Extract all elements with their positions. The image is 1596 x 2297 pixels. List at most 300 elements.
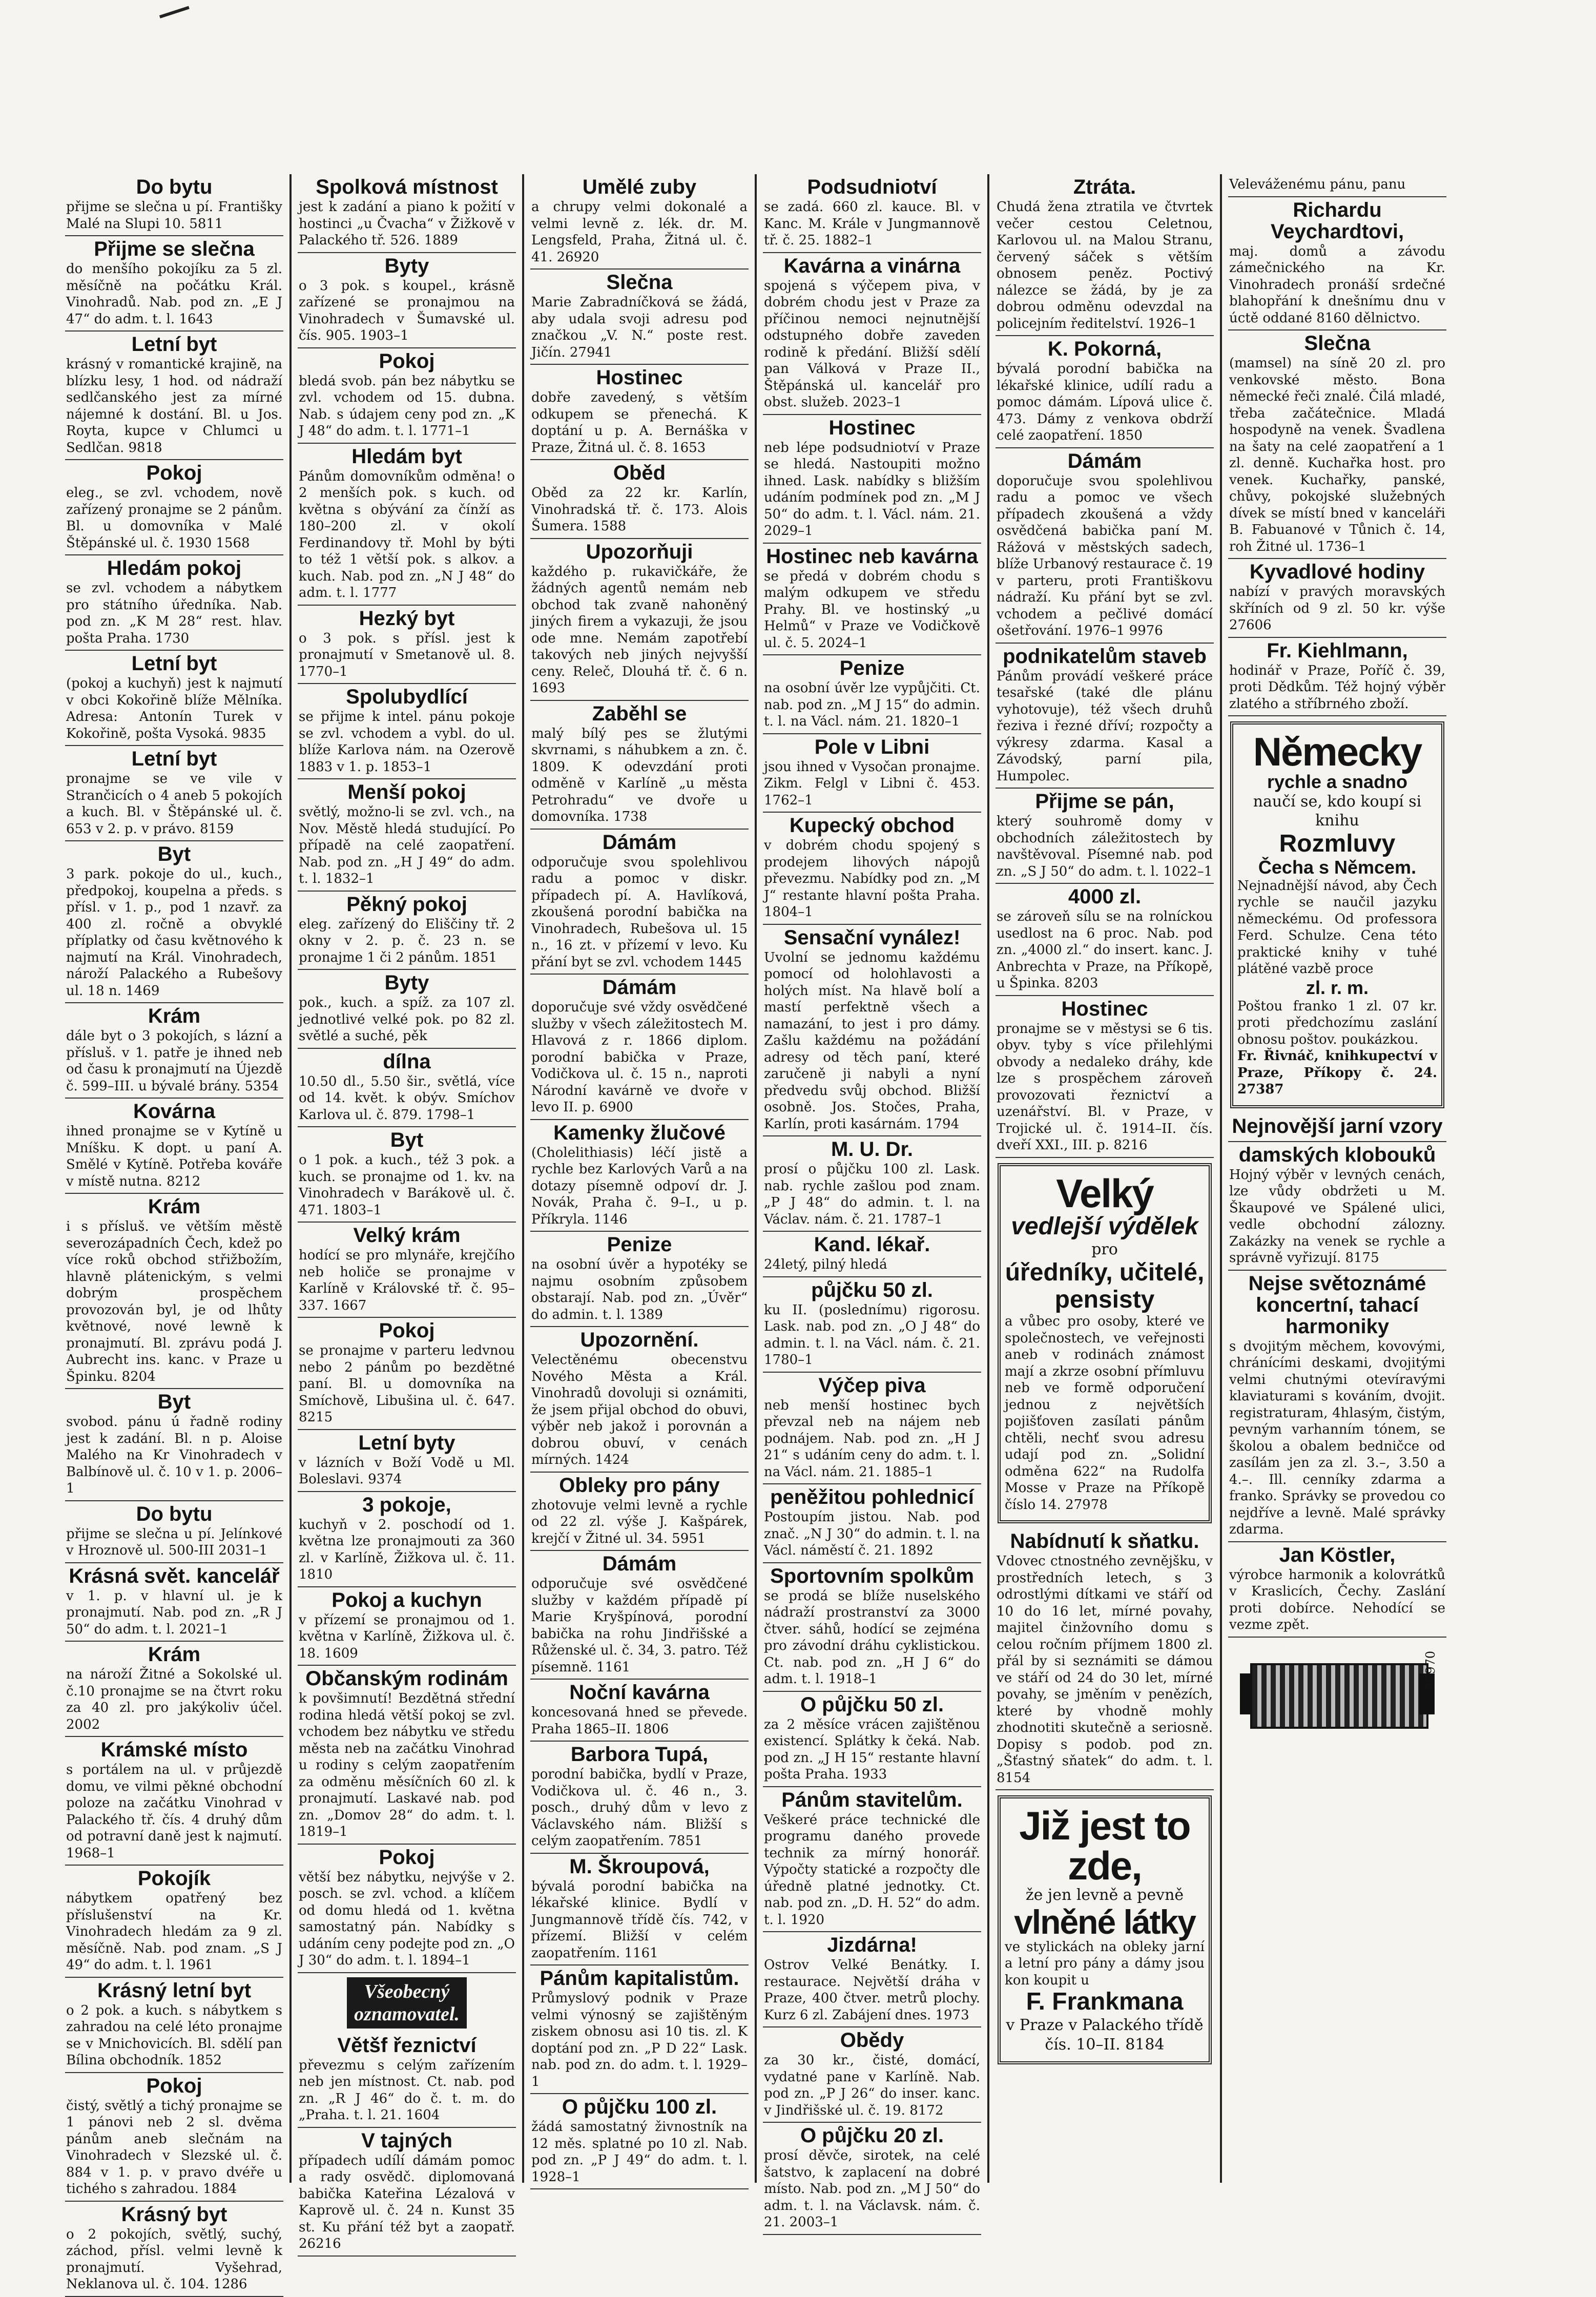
column-3: [522, 174, 755, 2183]
ad-heading: Pokoj: [146, 462, 202, 484]
classified-ad: [763, 1932, 981, 2027]
ad-heading: Kovárna: [133, 1100, 216, 1123]
classified-ad: [763, 174, 981, 253]
classified-ad: [530, 539, 749, 701]
ad-heading: Do bytu: [136, 1502, 213, 1525]
ad-heading: Pokoj: [379, 349, 435, 373]
column-5-ads-tail: [996, 1528, 1214, 1790]
classified-ad: [530, 1551, 749, 1680]
classified-ad: [298, 1845, 516, 1973]
box-headline: Německy: [1253, 729, 1422, 774]
classified-ad: [996, 174, 1214, 336]
ad-body: koncesovaná hned se převede. Praha 1865–II. 1806: [531, 1705, 748, 1737]
ad-body: v 1. p. v hlavní ul. je k pronajmutí. Nab. pod zn. „R J 50“ do adm. t. l. 2021–1: [66, 1588, 282, 1637]
ad-body: Chudá žena ztratila ve čtvrtek večer cestou Celetnou, Karlovou ul. na Malou Stranu, červený sáček s větším obnosem peněz. Poctivý nálezce se žádá, by je za dobrou odměnu odevzdal na policejním ředitelství. 1926–1: [997, 199, 1213, 332]
classified-ad: [996, 789, 1214, 884]
classified-ad: [530, 460, 749, 539]
ad-body: nábytkem opatřený bez příslušenství na Kr. Vinohradech hledám za 9 zl. měsíčně. Nab. pod znam. „S J 49“ do adm. t. l. 1961: [66, 1891, 282, 1973]
ad-body: svobod. pánu ú řadně rodiny jest k zadání. Bl. n p. Aloise Malého na Kr Vinohradech v Balbínově ul. č. 10 v 1. p. 2006–1: [66, 1414, 282, 1496]
box-headline: Velký: [1056, 1170, 1153, 1216]
ad-heading: M. U. Dr.: [831, 1138, 914, 1161]
column-4: [755, 174, 987, 2230]
ad-heading: Dámám: [602, 831, 677, 854]
ad-body: 3 park. pokoje do ul., kuch., předpokoj, koupelna a předs. s přísl. v 1. p., pod 1 nzavř. za 400 zl. ročně a obvyklé příplatky od času květnového k najmutí na Král. Vinohradech, nároží Palackého a Rubešovy ul. 18 n. 1469: [66, 866, 282, 999]
classified-ad: [763, 2027, 981, 2123]
ad-heading: Obleky pro pány: [559, 1474, 720, 1497]
banner: Všeobecný oznamovatel.: [347, 1977, 467, 2029]
ad-body: přijme se slečna u pí. Františky Malé na Slupi 10. 5811: [66, 199, 282, 232]
ad-body: na osobní úvěr a hypotéky se najmu osobním způsobem obstarají. Nab. pod zn. „Úvěr“ do admin. t. l. 1389: [531, 1257, 748, 1322]
box-price: zl. r. m.: [1305, 977, 1369, 998]
ad-heading: Sportovním spolkům: [770, 1564, 974, 1587]
ad-body: pok., kuch. a spíž. za 107 zl. jednotlivé velké pok. po 82 zl. světlé a suché, pěk: [299, 995, 515, 1044]
classified-ad: [530, 1965, 749, 2094]
classified-ad: [530, 1680, 749, 1742]
classified-ad: [1228, 330, 1446, 559]
classified-ad: [298, 1049, 516, 1128]
ad-body: převezmu s celým zařízením neb jen místnost. Ct. nab. pod zn. „R J 46“ do č. t. m. do „Praha. t. l. 21. 1604: [299, 2057, 515, 2123]
ad-heading: Podsudniotví: [807, 176, 937, 198]
ad-body: o 3 pok. s přísl. jest k pronajmutí v Smetanově ul. 8. 1770–1: [299, 630, 515, 679]
ad-body: se zadá. 660 zl. kauce. Bl. v Kanc. M. Krále v Jungmannově tř. č. 25. 1882–1: [764, 199, 980, 248]
classified-ad: [763, 1563, 981, 1692]
ad-body: jsou ihned v Vysočan pronajme. Zikm. Felgl v Libni č. 453. 1762–1: [764, 759, 980, 808]
ad-body: Postoupím jistou. Nab. pod znač. „N J 30“ do admin. t. l. na Václ. náměstí č. 21. 1892: [764, 1509, 980, 1558]
classified-ad: [996, 448, 1214, 644]
ad-heading: Letní byt: [131, 652, 217, 675]
ad-body: o 2 pok. a kuch. s nábytkem s zahradou na celé léto pronajme se v Mnichovicích. Bl. sdělí pan Bílina obchodník. 1852: [66, 2002, 282, 2068]
classified-ad: [530, 174, 749, 270]
ad-heading: Hledám byt: [351, 445, 462, 468]
ad-body: Průmyslový podnik v Praze velmi výnosný se zajištěným ziskem obnosu asi 10 tis. zl. K doptání pod zn. „P D 22“ Lask. nab. pod zn. do adm. t. l. 1929–1: [531, 1991, 748, 2089]
box-bold: úředníky, učitelé, pensisty: [1005, 1258, 1205, 1313]
classified-ad: [65, 555, 283, 651]
ad-body: bývalá porodní babička na lékařské klinice, udílí radu a pomoc dámám. Lípová ulice č. 473. Dámy z venkova obdrží celé zaopatření. 1850: [997, 361, 1213, 443]
classified-ad: [1228, 1542, 1446, 1638]
ad-body: Marie Zabradníčková se žádá, aby udala svoji adresu pod značkou „V. N.“ poste rest. Jičín. 27941: [531, 295, 748, 360]
classified-ad: [1228, 638, 1446, 717]
ad-body: Veleváženému pánu, panu: [1229, 177, 1406, 192]
ad-body: přijme se slečna u pí. Jelínkové v Hroznově ul. 500-III 2031–1: [66, 1526, 282, 1558]
ad-body: maj. domů a závodu zámečnického na Kr. Vinohradech pronáší srdečné blahopřání k dnešnímu dnu v úctě oddané 8160 dělnictvo.: [1229, 243, 1445, 326]
column-2-ads: [298, 174, 516, 1973]
ad-heading: Sensační vynález!: [783, 926, 961, 949]
box-text: Nejnadnější návod, aby Čech rychle se naučil jazyku německému. Od professora Ferd. Schulze. Cena této praktické knihy v tuhé plátěné vazbě proce: [1237, 878, 1437, 977]
ad-heading: O půjčku 20 zl.: [800, 2124, 944, 2147]
classified-ad: [763, 655, 981, 734]
classified-ad: [530, 701, 749, 830]
ad-heading: Občanským rodinám: [305, 1667, 508, 1690]
ad-heading: Hostinec: [596, 366, 683, 389]
ad-body: spojená s výčepem piva, v dobrém chodu jest v Praze za příčinou nemoci nejnutnější odstupného dobře zaveden rodině k předání. Bližší sdělí pan Válková v Praze II., Štěpánská ul. kancelář pro obst. služeb. 2023–1: [764, 278, 980, 410]
ad-body: se pronajme v parteru ledvnou nebo 2 pánům po bezdětné paní. Bl. u domovníka na Smíchově, Libušina ul. č. 647. 8215: [299, 1343, 515, 1425]
classified-ad: [298, 1318, 516, 1430]
box2-name: F. Frankmana: [1026, 1988, 1184, 2016]
column-6: [1220, 174, 1453, 2183]
ad-body: hodící se pro mlynáře, krejčího neb holiče se pronajme v Karlíně v Královské tř. č. 95–337. 1667: [299, 1248, 515, 1313]
ad-heading: Byty: [384, 254, 429, 277]
ad-body: případech udílí dámám pomoc a rady osvědč. diplomovaná babička Kateřina Lézalová v Kaprově ul. č. 24 n. Kunst 35 st. Ku přání též byt a zaopatř. 26216: [299, 2153, 515, 2251]
ad-heading: Kand. lékař.: [814, 1233, 930, 1256]
advert-box-vedlejsi-vydelek: [998, 1163, 1212, 1524]
ad-heading: Letní byty: [358, 1431, 455, 1454]
classified-ad: [763, 1373, 981, 1485]
ad-heading: Pánům kapitalistům.: [540, 1967, 739, 1990]
classified-ad: [298, 1492, 516, 1587]
ad-body: dále byt o 3 pokojích, s lázní a přísluš. v 1. patře je ihned neb od času k pronajmutí na Újezdě č. 599–III. u bývalé brány. 5354: [66, 1028, 282, 1094]
ad-body: k povšimnutí! Bezdětná střední rodina hledá větší pokoj se zvl. vchodem bez nábytku ve středu města neb na začátku Vinohrad u rodiny s celým zaopatřením za odměnu měsíčních 60 zl. k pronajmutí. Laskavé nab. pod zn. „Domov 28“ do adm. t. l. 1819–1: [299, 1691, 515, 1839]
classified-ad: [763, 253, 981, 415]
classified-ad: [298, 174, 516, 253]
ad-heading: podnikatelům staveb: [1003, 645, 1207, 668]
classified-ad: [763, 2123, 981, 2235]
classified-ad: [530, 830, 749, 975]
classified-ad: [530, 1854, 749, 1966]
ad-heading: Pánům stavitelům.: [781, 1788, 963, 1811]
classified-ad: [298, 1666, 516, 1845]
classified-ad: [530, 365, 749, 460]
classified-ad: [996, 884, 1214, 996]
ad-heading: Byt: [157, 1391, 191, 1413]
column-2: [289, 174, 522, 2251]
ad-body: zhotovuje velmi levně a rychle od 22 zl. výše J. Kašpárek, krejčí v Žitné ul. 34. 5951: [531, 1497, 748, 1546]
ad-body: na osobní úvěr lze vypůjčiti. Ct. nab. pod zn. „M J 15“ do admin. t. l. na Václ. nám. 21. 1820–1: [764, 680, 980, 729]
box2-text: ve stylickách na obleky jarní a letní pro pány a dámy jsou kon koupit u: [1005, 1939, 1205, 1988]
ad-body: se přijme k intel. pánu pokoje se zvl. vchodem a vybl. do ul. blíže Karlova nám. na Ozerově 1883 v 1. p. 1853–1: [299, 709, 515, 775]
ad-body: Hojný výběr v levných cenách, lze vůdy obdržeti u M. Škaupové ve Spálené ulici, vedle obchodní zálozny. Zakázky na venek se rychle a správně vyřizují. 8175: [1229, 1167, 1445, 1266]
ad-body: malý bílý pes se žlutými skvrnami, s náhubkem a zn. č. 1809. K odevzdání proti odměně v Karlíně „u města Petrohradu“ ve dvoře u domovníka. 1738: [531, 726, 748, 824]
classified-ad: [763, 1277, 981, 1373]
box-text: a vůbec pro osoby, které ve společnostech, ve veřejnosti aneb v rodinách známost mají a zkrze osobní přímluvu neb ve formě odporučení jednou z největších pojišťoven zasílati pánům chtěli, nechť svou adresu udají pod zn. „Solidní odměna 622“ na Rudolfa Mosse v Praze na Příkopě číslo 14. 27978: [1005, 1314, 1205, 1513]
ad-heading: peněžitou pohlednicí: [770, 1486, 974, 1508]
ad-body: v přízemí se pronajmou od 1. května v Karlíně, Žižkova ul. č. 18. 1609: [299, 1612, 515, 1661]
classified-ad: [298, 779, 516, 892]
ad-body: o 2 pokojích, světlý, suchý, záchod, přísl. velmi levně k pronajmutí. Vyšehrad, Neklanova ul. č. 104. 1286: [66, 2226, 282, 2292]
box2-headline: Již jest to zde,: [1019, 1803, 1190, 1889]
ad-body: eleg., se zvl. vchodem, nově zařízený pronajme se 2 pánům. Bl. u domovníka v Malé Štěpánské ul. č. 1930 1568: [66, 485, 282, 551]
ad-body: krásný v romantické krajině, na blízku lesy, 1 hod. od nádraží sedlčanského jest za mírné nájemné k dostání. Bl. u Jos. Royta, kupce v Chlumci u Sedlčan. 9818: [66, 357, 282, 456]
ad-body: každého p. rukavičkáře, že žádných agentů nemám neb obchod tak zvaně nahoněný jiných firem a vykazuji, že jsou ode mne. Nemám zapotřebí takových neb jiných nejvyšší ceny. Releč, Dlouhá tř. č. 6 n. 1693: [531, 564, 748, 696]
classified-ad: [763, 1136, 981, 1232]
ad-heading: Krámské místo: [100, 1739, 248, 1761]
classified-ad: [65, 1389, 283, 1501]
ad-heading: Fr. Kiehlmann,: [1267, 639, 1408, 662]
column-5: [987, 174, 1220, 2183]
ad-body: prosí o půjčku 100 zl. Lask. nab. rychle zašlou pod znam. „P J 48“ do admin. t. l. na Václav. nám. č. 21. 1787–1: [764, 1162, 980, 1227]
ad-heading: Krásný byt: [121, 2203, 227, 2226]
ad-body: se prodá se blíže nuselského nádraží prostranství za 3000 čtver. sáhů, hodící se zejména pro závodní dráhu cyklistickou. Ct. nab. pod zn. „H J 6“ do adm. t. l. 1918–1: [764, 1588, 980, 1687]
ad-body: do menšího pokojíku za 5 zl. měsíčně na počátku Král. Vinohradů. Nab. pod zn. „E J 47“ do adm. t. l. 1643: [66, 261, 282, 327]
ad-body: čistý, světlý a tichý pronajme se 1 pánovi neb 2 sl. dvěma pánům aneb slečnám na Vinohradech v Slezské ul. č. 884 v 1. p. v pravo dvéře u tichého s zahradou. 1884: [66, 2098, 282, 2197]
ad-heading: Richardu Veychardtovi,: [1270, 198, 1404, 243]
ad-body: eleg. zařízený do Eliščiny tř. 2 okny v 2. p. č. 23 n. se pronajme 1 či 2 pánům. 1851: [299, 916, 515, 965]
ad-heading: Hostinec neb kavárna: [766, 545, 978, 568]
classified-ad: [530, 2094, 749, 2189]
ad-body: Veškeré práce technické dle programu daného provede technik za mírný honorář. Výpočty statické a rozpočty dle úředně platné jednotky. Ct. nab. pod zn. „D. H. 52“ do adm. t. l. 1920: [764, 1812, 980, 1928]
ad-body: hodinář v Praze, Poříč č. 39, proti Dědkům. Též hojný výběr zlatého a stříbrného zboží.: [1229, 663, 1445, 712]
box-line: naučí se, kdo koupí si knihu: [1253, 792, 1422, 830]
box-mid: Rozmluvy: [1279, 830, 1396, 857]
classified-ad: [530, 1473, 749, 1551]
ad-heading: Do bytu: [136, 176, 213, 198]
classified-ad: [65, 2073, 283, 2202]
ad-heading: dílna: [383, 1050, 431, 1073]
ad-heading: Spolková místnost: [316, 176, 498, 198]
classified-ad: [65, 1563, 283, 1642]
ad-body: bývalá porodní babička na lékařské klinice. Bydlí v Jungmannově třídě čís. 742, v přízemí. Bližší v celém zaopatřením. 1161: [531, 1878, 748, 1961]
ad-heading: Velký krám: [353, 1224, 461, 1247]
ad-body: odporučuje své osvědčené služby v každém případě pí Marie Kryšpínová, porodní babička na rohu Jindřišské a Růženské ul. č. 34, 3. patro. Též písemně. 1161: [531, 1576, 748, 1675]
ad-heading: Hostinec: [1061, 997, 1148, 1020]
classified-ad: [530, 270, 749, 365]
classified-ad: [65, 1194, 283, 1389]
ad-body: na nároží Žitné a Sokolské ul. č.10 pronajme se na čtvrt roku za 40 zl. pro jakýkoliv účel. 2002: [66, 1667, 282, 1732]
ad-body: (Cholelithiasis) léčí jistě a rychle bez Karlových Varů a na dotazy písemně odpoví dr. J. Novák, Praha č. 9–I., u p. Příkryla. 1146: [531, 1145, 748, 1227]
classified-ad: [298, 1587, 516, 1666]
ad-body: se předá v dobrém chodu s malým odkupem ve středu Prahy. Bl. ve hostinský „u Helmů“ v Praze ve Vodičkově ul. č. 5. 2024–1: [764, 568, 980, 651]
ad-heading: Noční kavárna: [569, 1681, 710, 1704]
classified-ad: [763, 1787, 981, 1933]
classified-ad: [996, 644, 1214, 789]
harmonica-illustration: [1240, 1643, 1438, 1745]
ad-heading: Barbora Tupá,: [570, 1743, 709, 1766]
classified-ad: [298, 1127, 516, 1223]
classified-ad: [763, 1692, 981, 1787]
ad-heading: Obědy: [840, 2029, 904, 2052]
banner-container: [298, 1973, 516, 2033]
ad-body: žádá samostatný živnostník na 12 měs. splatné po 10 zl. Nab. pod zn. „P J 49“ do adm. t. l. 1928–1: [531, 2119, 748, 2185]
ad-body: kuchyň v 2. poschodí od 1. května lze pronajmouti za 360 zl. v Karlíně, Žižkova ul. č. 11. 1810: [299, 1517, 515, 1582]
ad-heading: damských klobouků: [1238, 1143, 1436, 1166]
ad-heading: Krám: [148, 1005, 201, 1027]
ad-body: 10.50 dl., 5.50 šir., světlá, více od 14. květ. k obýv. Smíchov Karlova ul. č. 879. 1798–1: [299, 1073, 515, 1123]
ad-heading: Krám: [148, 1195, 201, 1218]
classified-ad: [763, 813, 981, 925]
ad-heading: Hostinec: [828, 416, 916, 439]
ad-body: a chrupy velmi dokonalé a velmi levně z. lék. dr. M. Lengsfeld, Praha, Žitná ul. č. 41. 26920: [531, 199, 748, 265]
ad-body: v lázních v Boží Vodě u Ml. Boleslavi. 9374: [299, 1455, 515, 1487]
ad-heading: Slečna: [1304, 332, 1371, 355]
classified-ad: [65, 1978, 283, 2073]
classified-ad: [763, 1232, 981, 1277]
harmonica-bellows: [1250, 1663, 1428, 1729]
scan-mark: [159, 6, 194, 33]
ad-heading: Krásná svět. kancelář: [69, 1564, 280, 1587]
ad-heading: Jan Köstler,: [1279, 1543, 1396, 1566]
classified-ad: [65, 460, 283, 555]
ad-body: Pánům domovníkům odměna! o 2 menších pok. s kuch. od května s obývání za čínží as 180–200 zl. v okolí Ferdinandovy tř. Mohl by býti to též 1 větší pok. s alkov. a kuch. Nab. pod zn. „N J 48“ do adm. t. l. 1777: [299, 468, 515, 601]
ad-heading: Oběd: [613, 462, 666, 484]
ad-heading: Pokoj: [379, 1846, 435, 1869]
ad-body: bledá svob. pán bez nábytku se zvl. vchodem od 15. dubna. Nab. s údajem ceny pod zn. „K J 48“ do adm. t. l. 1771–1: [299, 373, 515, 439]
ad-heading: Přijme se slečna: [94, 238, 255, 260]
ad-heading: Kavárna a vinárna: [783, 254, 961, 277]
ad-heading: V tajných: [361, 2129, 452, 2152]
ad-body: (mamsel) na síně 20 zl. pro venkovské město. Bona německé řeči znalé. Čilá mladé, třeba začátečnice. Mladá hospodyně na venek. Švadlena na šaty na celé zaopatření a 1 zl. denně. Kuchařka host. pro venek. Kuchařky, panské, chůvy, pokojské služebných dívek se místí bned v kanceláři B. Fabuanové v Tůnich č. 14, roh Žitné ul. 1736–1: [1229, 356, 1445, 554]
classified-ad: [298, 892, 516, 970]
ad-body: o 3 pok. s koupel., krásně zařízené se pronajmou na Vinohradech v Šumavské ul. čís. 905. 1903–1: [299, 278, 515, 343]
ad-body: prosí děvče, sirotek, na celé šatstvo, k zaplacení na dobré místo. Nab. pod zn. „M J 50“ do adm. t. l. na Václavsk. nám. č. 21. 2003–1: [764, 2148, 980, 2230]
classified-ad: [298, 970, 516, 1049]
classified-ad: [530, 1742, 749, 1854]
classified-ad: [763, 1484, 981, 1563]
ad-heading: Hezký byt: [359, 607, 455, 630]
classified-ad: [530, 1327, 749, 1473]
ad-body: v dobrém chodu spojený s prodejem lihových nápojů převezmu. Nabídky pod zn. „M J“ restante hlavní pošta Praha. 1804–1: [764, 838, 980, 920]
ad-body: který souhromě domy v obchodních záležitostech by navštěvoval. Písemné nab. pod zn. „S J 50“ do adm. t. l. 1022–1: [997, 814, 1213, 879]
box-script: vedlejší výdělek: [1011, 1212, 1198, 1240]
ad-heading: Kupecký obchod: [789, 814, 955, 837]
classified-ad: [298, 2128, 516, 2257]
ad-heading: Pole v Libni: [814, 735, 930, 758]
classified-ad: [298, 606, 516, 685]
box2-address: v Praze v Palackého třídě čís. 10–II. 8184: [1006, 2016, 1204, 2054]
ad-body: odporučuje svou spolehlivou radu a pomoc v diskr. případech pí. A. Havlíková, zkoušená porodní babička na Vinohradech, Rubešova ul. 15 n., 16 zt. v přízemí v levo. Ku přání byt se zvl. vchodem 1445: [531, 854, 748, 970]
ad-heading: Letní byt: [131, 333, 217, 356]
classified-ad: [65, 2202, 283, 2297]
classified-ad: [298, 1430, 516, 1492]
ad-body: Uvolní se jednomu každému pomocí od holohlavosti a holých míst. Na hlavě bolí a mastí perfektně všech a namazání, to jest i pro dámy. Zašlu každému na požádání adresy od těch paní, které zaručeně ji nabyli a nyní předvedu svůj obchod. Bližší osobně. Jos. Stočes, Praha, Karlín, proti kasárnám. 1794: [764, 949, 980, 1132]
classified-ad: [298, 253, 516, 348]
ad-body: (pokoj a kuchyň) jest k najmutí v obci Kokořině blíže Mělníka. Adresa: Antonín Turek v Kokořině, pošta Vysoká. 9835: [66, 676, 282, 741]
classified-ad: [763, 925, 981, 1137]
ad-heading: Nejse světoznámé koncertní, tahací harmoniky: [1248, 1272, 1426, 1338]
ad-heading: Dámám: [602, 976, 677, 999]
ad-heading: Kyvadlové hodiny: [1249, 561, 1425, 583]
ad-body: za 30 kr., čisté, domácí, vydatné pane v Karlíně. Nab. pod zn. „P J 26“ do inser. kanc. v Jindřišské ul. č. 19. 8172: [764, 2053, 980, 2118]
ad-body: s portálem na ul. v průjezdě domu, ve vilmi pěkné obchodní poloze na začátku Vinohrad v Palackého tř. čís. 4 druhý dům od potravní daně jest k najmutí. 1968–1: [66, 1762, 282, 1861]
ad-heading: O půjčku 50 zl.: [800, 1693, 944, 1716]
ad-heading: K. Pokorná,: [1047, 338, 1162, 360]
classified-ad: [65, 332, 283, 460]
classified-ad: [298, 348, 516, 444]
ad-body: ku II. (poslednímu) rigorosu. Lask. nab. pod zn. „O J 48“ do admin. t. l. na Václ. nám. č. 21. 1780–1: [764, 1302, 980, 1368]
ad-heading: 4000 zl.: [1068, 885, 1142, 908]
ad-heading: M. Škroupová,: [569, 1855, 710, 1878]
ad-heading: Dámám: [1067, 449, 1142, 472]
ad-body: doporučuje svou spolehlivou radu a pomoc ve všech případech zkoušená a vždy osvědčená babička paní M. Rážová v městských sadech, blíže Urbanový restaurace č. 19 v parteru, proti Františkovu nádraží. Ku přání byt se zvl. vchodem a pečlivé domácí ošetřování. 1976–1 9976: [997, 473, 1213, 638]
ad-body: se zároveň sílu se na rolníckou usedlost na 6 proc. Nab. pod zn. „4000 zl.“ do insert. kanc. J. Anbrechta v Praze, na Příkopě, u Špinka. 8203: [997, 909, 1213, 991]
ad-heading: Jizdárna!: [827, 1934, 917, 1956]
ad-body: pronajme se v městysi se 6 tis. obyv. tyby s více přilehlými obvody a nedaleko dráhy, kde lze s prospěchem zároveň provozovati řeznictví a uzenářství. Bl. v Praze, v Trojické ul. č. 1914–II. čís. dveří XXI., III. p. 8216: [997, 1021, 1213, 1153]
column-1: [59, 174, 289, 2292]
ad-heading: Ztráta.: [1073, 176, 1136, 198]
ad-heading: Menší pokoj: [347, 781, 466, 803]
ad-body: neb lépe podsudniotví v Praze se hledá. Nastoupiti možno ihned. Lask. nabídky s bližším udáním podmínek pod zn. „M J 50“ do adm. t. l. Václ. nám. 21. 2029–1: [764, 440, 980, 539]
classified-ad: [763, 734, 981, 813]
classified-ad: [298, 684, 516, 779]
classified-ad: [996, 336, 1214, 448]
ad-heading: půjčku 50 zl.: [811, 1278, 933, 1301]
box-pro: pro: [1091, 1240, 1118, 1259]
ad-body: nabízí v pravých moravských skříních od 9 zl. 50 kr. výše 27606: [1229, 584, 1445, 633]
classified-ad: [65, 174, 283, 236]
ad-body: Pánům provádí veškeré práce tesařské (také dle plánu vyhotovuje), též všech druhů řeziva i řezné dříví; rozpočty a výkresy zdarma. Kasal a Závodský, parní pila, Humpolec.: [997, 668, 1213, 784]
ad-heading: Dámám: [602, 1553, 677, 1575]
ad-body: Ostrov Velké Benátky. I. restaurace. Největší dráha v Praze, 400 čtver. metrů plochy. Kurz 6 zl. Zabájení dnes. 1973: [764, 1957, 980, 2023]
classified-ad: [65, 236, 283, 332]
ad-body: i s přísluš. ve větším městě severozápadních Čech, kdež po více roků obchod střižbožím, hlavně plátenickým, s velmi dobrým prospěchem provozován byl, je od lhůty květnové, nové lewně k pronajmutí. Bl. zprávu podá J. Aubrecht ins. kanc. v Praze u Špinku. 8204: [66, 1219, 282, 1384]
classified-ad: [1228, 559, 1446, 638]
ad-heading: Pokoj: [146, 2074, 202, 2097]
ad-heading: Přijme se pán,: [1035, 790, 1174, 813]
ad-body: doporučuje své vždy osvědčené služby v všech záležitostech M. Hlavová z r. 1866 diplom. porodní babička v Praze, Vodičkova ul. č. 15 n., naproti Národní kavárně ve dvoře v levo II. p. 6900: [531, 1000, 748, 1115]
ad-heading: Hledám pokoj: [107, 557, 242, 580]
classified-ad: [1228, 1271, 1446, 1542]
ad-body: porodní babička, bydlí v Praze, Vodičkova ul. č. 46 n., 3. posch., druhý dům v levo z Václavského nám. Bližší s celým zaopatřením. 7851: [531, 1767, 748, 1849]
column-6-ads-tail: [1228, 1113, 1446, 1638]
ad-heading: Většf řeznictví: [337, 2034, 476, 2057]
ad-heading: Spolubydlící: [346, 686, 468, 708]
classified-ad: [530, 1120, 749, 1232]
ad-heading: Byt: [157, 843, 191, 865]
ad-body: o 1 pok. a kuch., též 3 pok. a kuch. se pronajme od 1. kv. na Vinohradech v Barákově ul. č. 471. 1803–1: [299, 1152, 515, 1218]
ad-heading: O půjčku 100 zl.: [562, 2096, 717, 2118]
ad-body: Vdovec ctnostného zevnějšku, v prostředních letech, s 3 odrostlými dítkami ve stáří od 10 do 16 let, mírné povahy, majitel činžovního domu s celou ročním příjmem 1800 zl. přál by si seznámiti se dámou ve stáří od 24 do 30 let, mírné povahy, se jměním v penězích, které by vhodně mohly zhodnotiti skutečně a seriosně. Dopisy s podob. pod zn. „Šťastný sňatek“ do adm. t. l. 8154: [997, 1554, 1213, 1786]
ad-heading: Penize: [839, 657, 905, 679]
classified-ad: [996, 1528, 1214, 1790]
ad-body: ihned pronajme se v Kytíně u Mníšku. K dopt. u paní A. Smělé v Kytíně. Potřeba kováře v místě nutna. 8212: [66, 1124, 282, 1189]
column-5-ads: [996, 174, 1214, 1158]
classified-ad: [1228, 1142, 1446, 1271]
classified-ad: [1228, 1113, 1446, 1142]
classified-ad: [65, 1501, 283, 1563]
classified-ad: [65, 1003, 283, 1099]
classified-ad: [1228, 197, 1446, 331]
ad-body: pronajme se ve vile v Strančicích o 4 aneb 5 pokojích a kuch. Bl. v Štěpánské ul. č. 653 v 2. p. v právo. 8159: [66, 771, 282, 837]
classified-ad: [996, 996, 1214, 1158]
ad-heading: Penize: [607, 1233, 672, 1256]
ad-heading: Slečna: [606, 271, 673, 294]
classified-ad: [763, 544, 981, 656]
ad-body: Oběd za 22 kr. Karlín, Vinohradská tř. č. 173. Alois Šumera. 1588: [531, 485, 748, 534]
ad-body: jest k zadání a piano k požití v hostinci „u Čvacha“ v Žižkově v Palackého tř. 526. 1889: [299, 199, 515, 248]
ad-heading: Pokojík: [137, 1867, 211, 1890]
box-mid2: Čecha s Němcem.: [1258, 857, 1417, 878]
ad-heading: Byty: [384, 971, 429, 994]
advert-box-frankman: [998, 1795, 1212, 2064]
harmonica-number: 27970: [1423, 1650, 1438, 1690]
classified-ad: [298, 444, 516, 606]
classified-ad: [763, 415, 981, 544]
classified-ad: [298, 2033, 516, 2128]
column-6-ads: [1228, 174, 1446, 716]
classified-ad: [530, 975, 749, 1120]
ad-heading: Pokoj: [379, 1319, 435, 1342]
box2-headline2: vlněné látky: [1014, 1902, 1195, 1941]
classified-ad: [65, 746, 283, 841]
ad-heading: Upozornění.: [580, 1329, 699, 1351]
classified-ad: [65, 1737, 283, 1866]
ad-body: neb menší hostinec bych převzal neb na nájem neb podnájem. Nab. pod zn. „H J 21“ s udáním ceny do adm. t. l. na Václ. nám. 21. 1885–1: [764, 1397, 980, 1480]
ad-heading: Nabídnutí k sňatku.: [1010, 1530, 1199, 1553]
ad-heading: Nejnovější jarní vzory: [1232, 1114, 1443, 1137]
classified-ad: [298, 1223, 516, 1318]
column-2-ads-tail: [298, 2033, 516, 2257]
advert-box-nemecky: [1230, 721, 1444, 1108]
classified-ad: [65, 1099, 283, 1194]
box-ship: Poštou franko 1 zl. 07 kr. proti předchozímu zaslání obnosu poštov. poukázkou.: [1237, 998, 1437, 1047]
classified-ad: [65, 1642, 283, 1737]
classified-ad: [65, 651, 283, 746]
ad-body: světlý, možno-li se zvl. vch., na Nov. Městě hledá studující. Po případě na celé zaopatření. Nab. pod zn. „H J 49“ do adm. t. l. 1832–1: [299, 804, 515, 886]
ad-heading: Kamenky žlučové: [553, 1121, 726, 1144]
ad-body: s dvojitým měchem, kovovými, chránícími deskami, dvojitými velmi chutnými otevíravými klaviaturami s kováním, dvojit. registraturam, 4hlasým, čistým, pevným varhanním tónem, se školou a obalem bedničce od zasílám jen za zl. 3.–, 3.50 a 4.–. Ill. cenníky zdarma a franko. Správky se provedou co nejdříve a levně. Malé správky zdarma.: [1229, 1338, 1445, 1538]
classified-ad: [65, 1866, 283, 1978]
classified-ad: [1228, 174, 1446, 197]
ad-heading: Pěkný pokoj: [346, 893, 467, 916]
ad-body: dobře zavedený, s větším odkupem se přenechá. K doptání u p. A. Bernáška v Praze, Žitná ul. č. 8. 1653: [531, 390, 748, 456]
